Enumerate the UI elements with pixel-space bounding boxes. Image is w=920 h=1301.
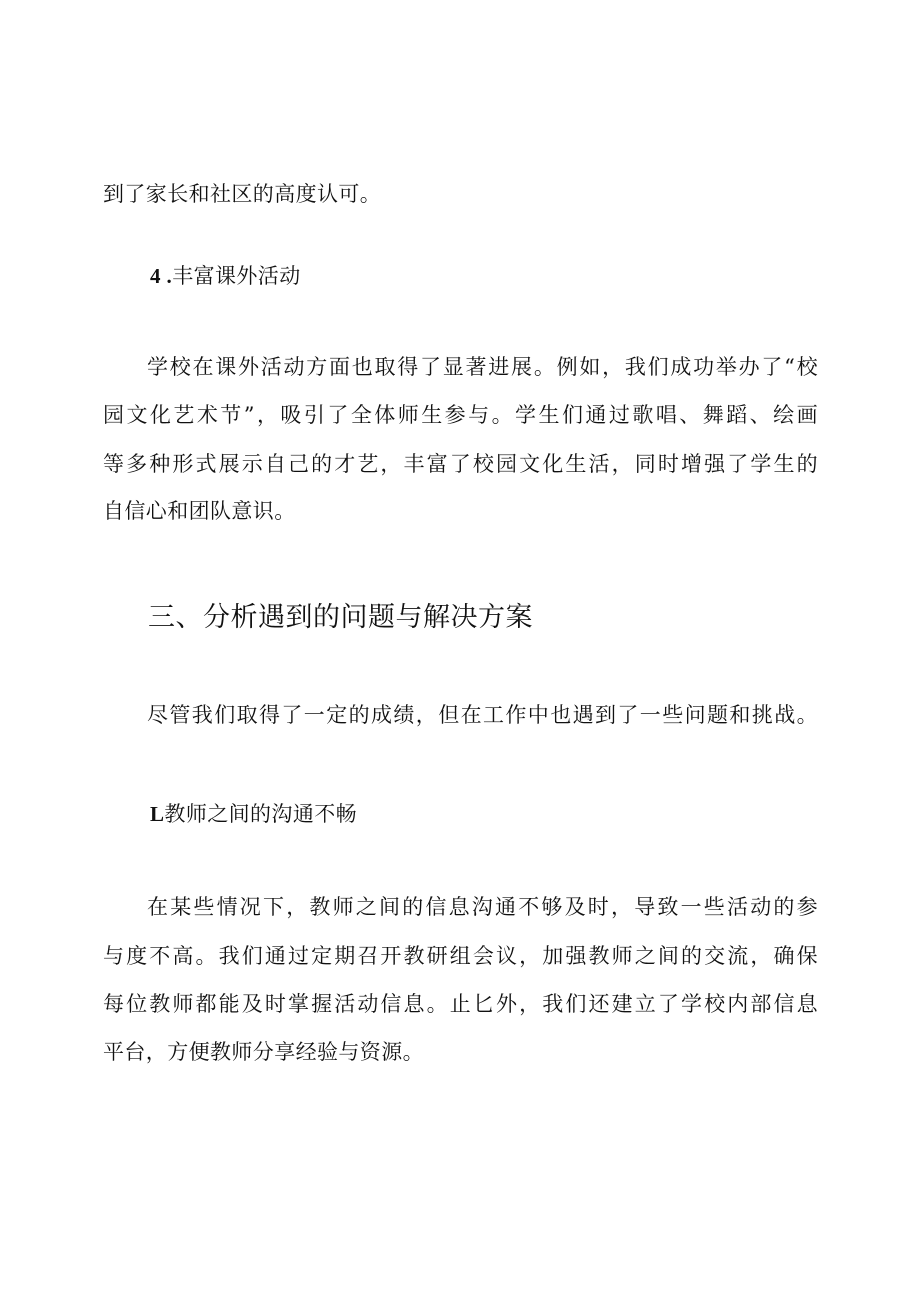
paragraph-line: 到了家长和社区的高度认可。 (103, 182, 382, 206)
paragraph-line: 每位教师都能及时掌握活动信息。止匕外，我们还建立了学校内部信息 (103, 992, 818, 1016)
paragraph-line: 园文化艺术节”，吸引了全体师生参与。学生们通过歌唱、舞蹈、绘画 (103, 403, 818, 427)
subheading-number: L (150, 802, 165, 826)
subheading-text: 丰富课外活动 (172, 264, 301, 288)
paragraph-line: 平台，方便教师分享经验与资源。 (103, 1040, 424, 1064)
paragraph-line: 自信心和团队意识。 (103, 499, 296, 523)
paragraph-line: 等多种形式展示自己的才艺，丰富了校园文化生活，同时增强了学生的 (103, 452, 818, 476)
section-heading: 三、分析遇到的问题与解决方案 (148, 602, 533, 633)
subheading-number: 4 . (150, 264, 173, 288)
subheading-communication (150, 800, 357, 828)
subheading-text: 教师之间的沟通不畅 (164, 802, 358, 826)
paragraph-line: 学校在课外活动方面也取得了显著进展。例如，我们成功举办了“校 (147, 355, 818, 379)
paragraph-line: 尽管我们取得了一定的成绩，但在工作中也遇到了一些问题和挑战。 (147, 703, 818, 727)
subheading-extracurricular (150, 262, 301, 290)
paragraph-line: 在某些情况下，教师之间的信息沟通不够及时，导致一些活动的参 (147, 895, 818, 919)
paragraph-line: 与度不高。我们通过定期召开教研组会议，加强教师之间的交流，确保 (103, 944, 818, 968)
